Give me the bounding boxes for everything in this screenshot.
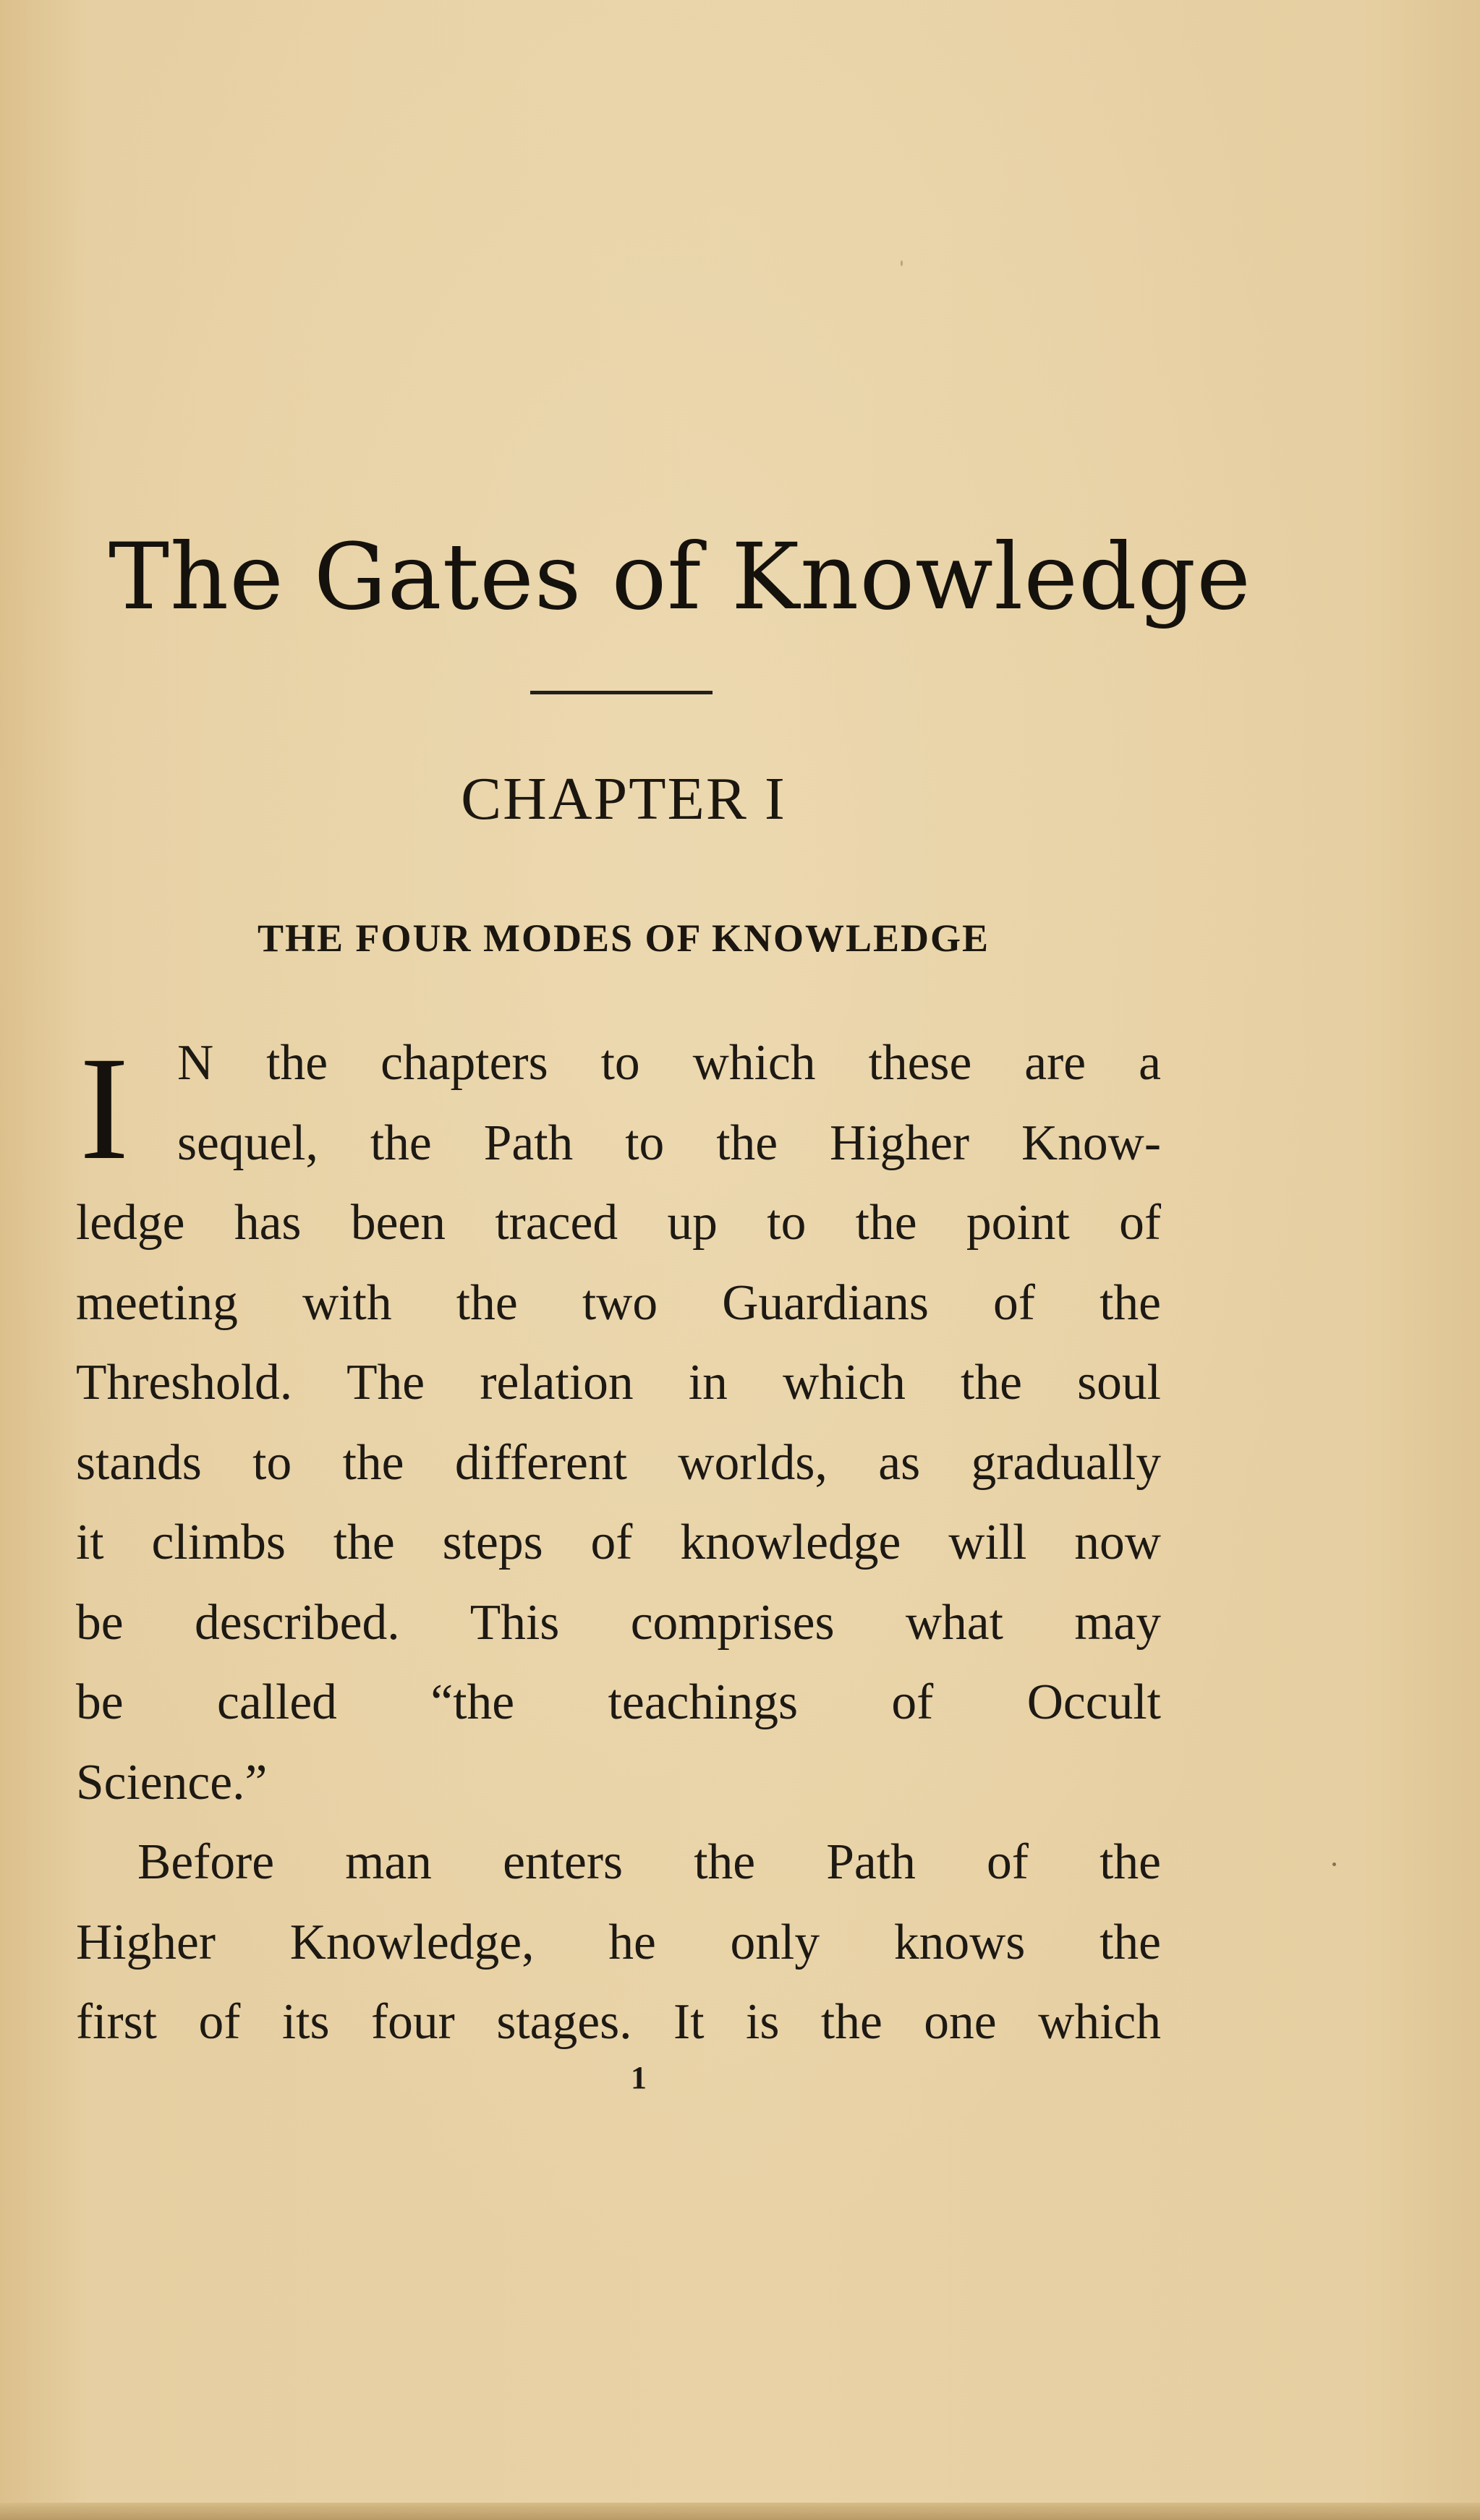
chapter-heading: CHAPTER I (461, 765, 786, 833)
text-line: Science.” (76, 1754, 268, 1810)
text-line: N the chapters to which these are a (177, 1035, 1161, 1091)
title-divider (530, 691, 713, 694)
page-title: The Gates of Knowledge (109, 524, 1251, 630)
page-number: 1 (631, 2060, 647, 2095)
text-line: first of its four stages. It is the one which (76, 1994, 1161, 2050)
text-line: Threshold. The relation in which the soul (76, 1355, 1161, 1410)
paper-speck (1332, 1863, 1336, 1866)
body-text (76, 1023, 1161, 2063)
drop-cap: I (80, 1026, 129, 1191)
text-line: ledge has been traced up to the point of (76, 1195, 1161, 1251)
text-line: be called “the teachings of Occult (76, 1674, 1161, 1730)
text-line: sequel, the Path to the Higher Know- (177, 1115, 1161, 1171)
text-line: meeting with the two Guardians of the (76, 1274, 1161, 1331)
text-line: Before man enters the Path of the (137, 1834, 1161, 1890)
paper-speck (901, 260, 903, 266)
text-line: stands to the different worlds, as gradually (76, 1434, 1161, 1491)
text-line: Higher Knowledge, he only knows the (76, 1914, 1161, 1970)
page-bottom-edge (0, 2503, 1480, 2520)
chapter-subtitle: THE FOUR MODES OF KNOWLEDGE (257, 916, 990, 960)
text-line: be described. This comprises what may (76, 1594, 1161, 1651)
text-line: it climbs the steps of knowledge will now (76, 1515, 1161, 1570)
